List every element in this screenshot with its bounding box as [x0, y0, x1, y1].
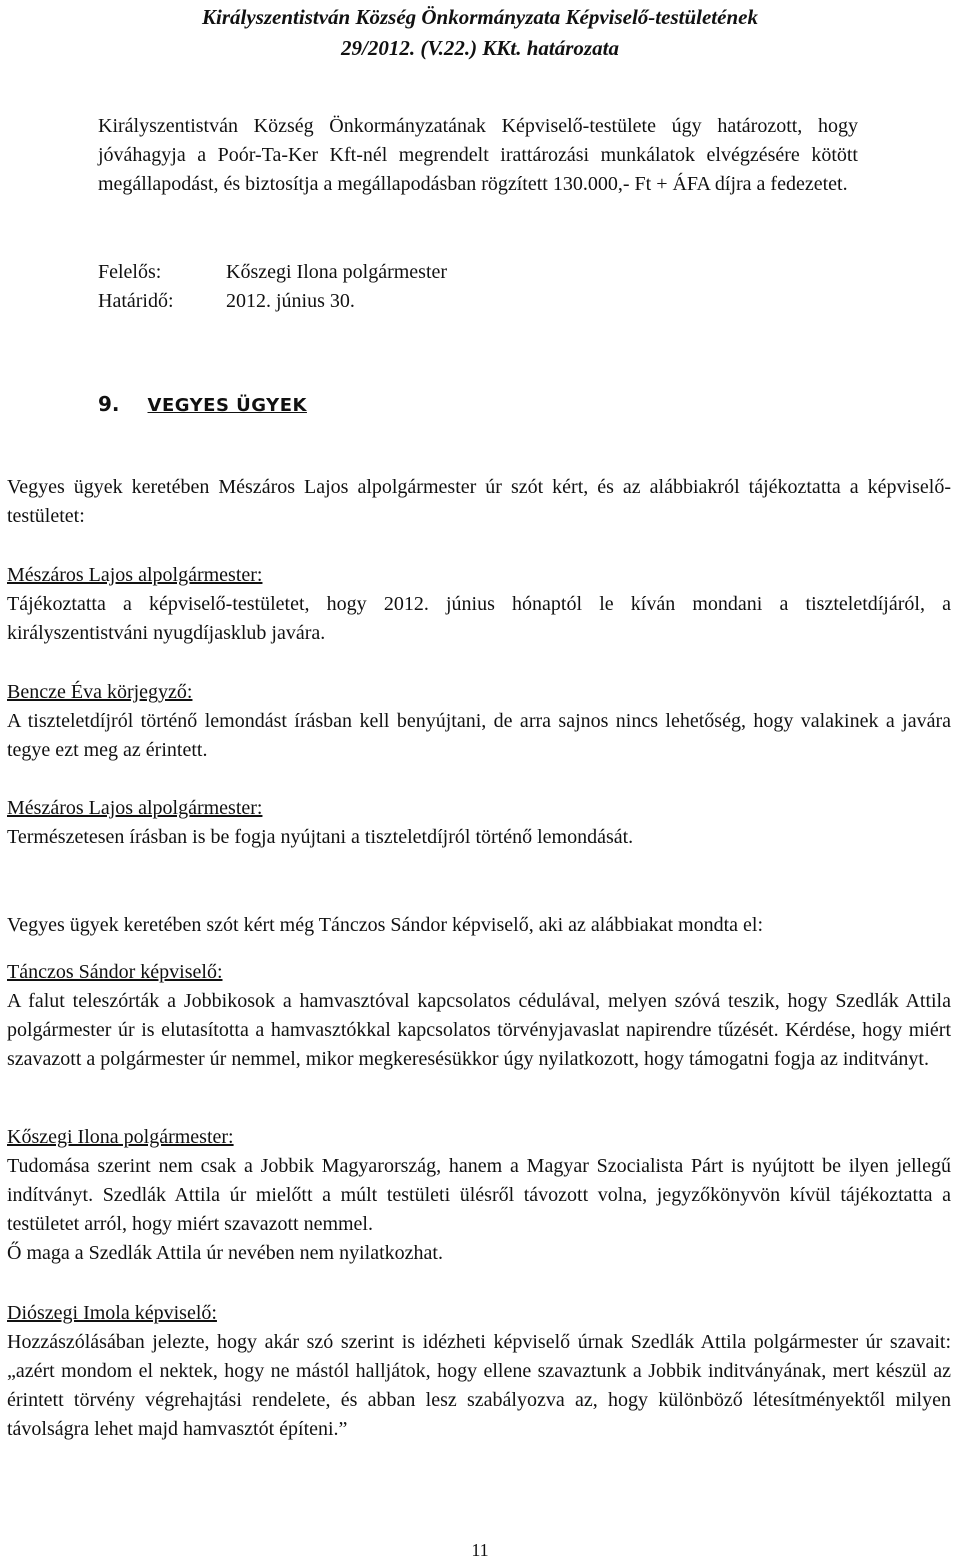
speaker-statement: Hozzászólásában jelezte, hogy akár szó szerint is idézheti képviselő úrnak Szedlák Attila polgármester úr szavait: „azért mondom el nektek, hogy ne mástól halljátok, hogy ellene szavaztunk a Jobbik inditványának, mert készül az érintett törvény végrehajtási rendelete, és abban lesz szabályozva az, hogy különböző létesítményektől milyen távolságra lehet majd hamvasztót építeni.”: [7, 1331, 951, 1440]
section-number: 9.: [98, 392, 120, 416]
deadline-row: [98, 287, 355, 316]
speaker-name: Bencze Éva körjegyző:: [7, 681, 193, 703]
speaker-statement: Természetesen írásban is be fogja nyújtani a tiszteletdíjról történő lemondását.: [7, 826, 634, 848]
dialogue-entry: [7, 1123, 951, 1268]
dialogue-entry: [7, 958, 951, 1074]
intro-paragraph-2: [7, 911, 951, 940]
intro-text-2: Vegyes ügyek keretében szót kért még Tánczos Sándor képviselő, aki az alábbiakat mondta el:: [7, 914, 764, 936]
section-title: VEGYES ÜGYEK: [147, 395, 307, 416]
speaker-name: Mészáros Lajos alpolgármester:: [7, 797, 263, 819]
dialogue-entry: [7, 1299, 951, 1444]
responsible-value: Kőszegi Ilona polgármester: [226, 261, 448, 283]
intro-paragraph-1: [7, 473, 951, 531]
dialogue-entry: [7, 561, 951, 648]
section-heading: [98, 392, 307, 416]
speaker-name: Diószegi Imola képviselő:: [7, 1302, 217, 1324]
header-line-2: 29/2012. (V.22.) KKt. határozata: [341, 36, 619, 60]
responsible-row: [98, 258, 447, 287]
page-number: 11: [471, 1540, 489, 1560]
deadline-value: 2012. június 30.: [226, 290, 355, 312]
speaker-statement-continued: Ő maga a Szedlák Attila úr nevében nem nyilatkozhat.: [7, 1242, 443, 1264]
speaker-statement: A tiszteletdíjról történő lemondást írásban kell benyújtani, de arra sajnos nincs lehetőség, hogy valakinek a javára tegye ezt meg az érintett.: [7, 710, 951, 761]
resolution-text-block: [98, 112, 858, 199]
dialogue-entry: [7, 794, 951, 852]
deadline-label: Határidő:: [98, 290, 174, 312]
speaker-name: Kőszegi Ilona polgármester:: [7, 1126, 234, 1148]
header-line-1: Királyszentistván Község Önkormányzata Képviselő-testületének: [202, 5, 758, 29]
speaker-statement: A falut teleszórták a Jobbikosok a hamvasztóval kapcsolatos cédulával, melyen szóvá teszik, hogy Szedlák Attila polgármester úr is elutasította a hamvasztókkal kapcsolatos törvényjavaslat napirendre tűzését. Kérdése, hogy miért szavazott a polgármester úr nemmel, mikor megkeresésükkor úgy nyilatkozott, hogy támogatni fogja az inditványt.: [7, 990, 951, 1070]
speaker-name: Tánczos Sándor képviselő:: [7, 961, 223, 983]
speaker-statement: Tudomása szerint nem csak a Jobbik Magyarország, hanem a Magyar Szocialista Párt is nyújtott be ilyen jellegű indítványt. Szedlák Attila úr mielőtt a múlt testületi ülésről távozott volna, jegyzőkönyvön kívül tájékoztatta a testületet arról, hogy miért szavazott nemmel.: [7, 1155, 951, 1235]
resolution-text: Királyszentistván Község Önkormányzatának Képviselő-testülete úgy határozott, hogy jóváhagyja a Poór-Ta-Ker Kft-nél megrendelt irattározási munkálatok elvégzésére kötött megállapodást, és biztosítja a megállapodásban rögzített 130.000,- Ft + ÁFA díjra a fedezetet.: [98, 115, 858, 195]
intro-text-1: Vegyes ügyek keretében Mészáros Lajos alpolgármester úr szót kért, és az alábbiakról tájékoztatta a képviselő-testületet:: [7, 476, 951, 527]
responsible-label: Felelős:: [98, 261, 162, 283]
speaker-statement: Tájékoztatta a képviselő-testületet, hogy 2012. június hónaptól le kíván mondani a tiszteletdíjáról, a királyszentistváni nyugdíjasklub javára.: [7, 593, 951, 644]
speaker-name: Mészáros Lajos alpolgármester:: [7, 564, 263, 586]
dialogue-entry: [7, 678, 951, 765]
document-header: [0, 2, 960, 64]
